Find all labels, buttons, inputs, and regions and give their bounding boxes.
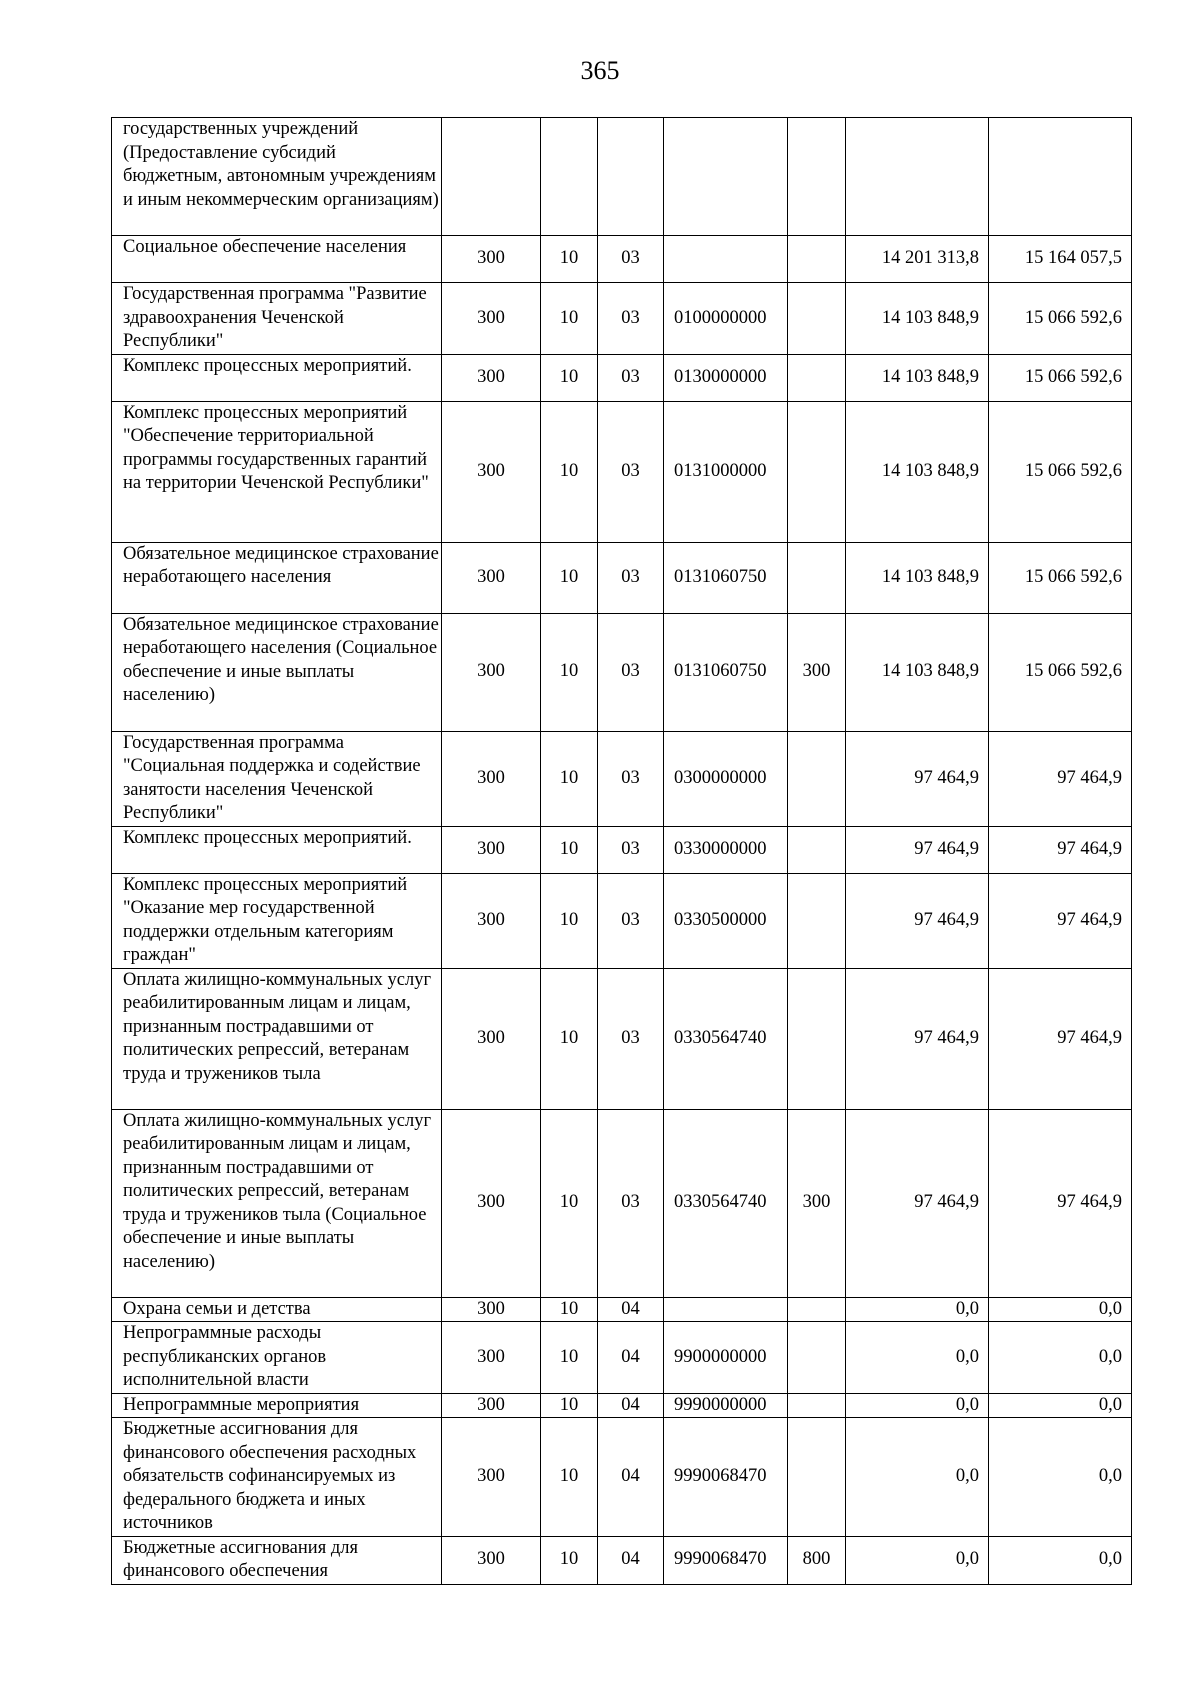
cell-sum-2: 0,0 [989,1393,1132,1418]
cell-sum-2: 97 464,9 [989,873,1132,968]
table-row [112,354,1132,401]
cell-sum-1: 0,0 [846,1418,989,1537]
table-row [112,968,1132,1109]
cell-csr: 0131060750 [664,613,788,731]
cell-sum-2: 0,0 [989,1297,1132,1322]
cell-pr: 03 [598,401,664,542]
cell-name: Охрана семьи и детства [112,1297,442,1322]
cell-ved: 300 [442,1322,541,1394]
cell-vr [788,731,846,826]
cell-sum-1: 0,0 [846,1393,989,1418]
cell-sum-2: 15 066 592,6 [989,613,1132,731]
cell-pr: 03 [598,826,664,873]
cell-vr [788,118,846,236]
table-row [112,1418,1132,1537]
cell-sum-1: 97 464,9 [846,826,989,873]
cell-pr: 03 [598,731,664,826]
cell-rz: 10 [541,1109,598,1297]
cell-ved: 300 [442,236,541,283]
page-number: 365 [580,56,620,85]
cell-sum-1: 0,0 [846,1297,989,1322]
cell-rz: 10 [541,542,598,613]
cell-vr: 800 [788,1536,846,1584]
cell-ved: 300 [442,1418,541,1537]
table-row [112,236,1132,283]
cell-sum-2: 97 464,9 [989,826,1132,873]
cell-pr: 04 [598,1536,664,1584]
cell-csr: 0131000000 [664,401,788,542]
cell-pr: 03 [598,1109,664,1297]
cell-rz: 10 [541,968,598,1109]
cell-sum-2: 15 066 592,6 [989,542,1132,613]
cell-name: Комплекс процессных мероприятий "Обеспечение территориальной программы государственных гарантий на территории Чеченской Республики" [112,401,442,542]
cell-pr: 04 [598,1297,664,1322]
cell-vr [788,826,846,873]
cell-pr: 03 [598,283,664,355]
cell-vr [788,1297,846,1322]
cell-vr: 300 [788,613,846,731]
cell-vr [788,1418,846,1537]
cell-csr: 0100000000 [664,283,788,355]
cell-sum-2: 0,0 [989,1536,1132,1584]
cell-csr: 9900000000 [664,1322,788,1394]
cell-rz: 10 [541,283,598,355]
cell-pr: 03 [598,873,664,968]
cell-pr: 03 [598,354,664,401]
cell-vr [788,968,846,1109]
cell-csr: 0300000000 [664,731,788,826]
cell-name: Обязательное медицинское страхование неработающего населения (Социальное обеспечение и иные выплаты населению) [112,613,442,731]
cell-rz: 10 [541,401,598,542]
cell-sum-1: 14 103 848,9 [846,354,989,401]
cell-name: государственных учреждений (Предоставление субсидий бюджетным, автономным учреждениям и иным некоммерческим организациям) [112,118,442,236]
cell-rz: 10 [541,873,598,968]
cell-name: Бюджетные ассигнования для финансового обеспечения [112,1536,442,1584]
cell-vr [788,1322,846,1394]
cell-name: Комплекс процессных мероприятий "Оказание мер государственной поддержки отдельным категориям граждан" [112,873,442,968]
cell-sum-1: 14 103 848,9 [846,613,989,731]
cell-name: Непрограммные мероприятия [112,1393,442,1418]
table-row [112,1109,1132,1297]
table-row [112,1297,1132,1322]
cell-ved: 300 [442,401,541,542]
cell-ved: 300 [442,1109,541,1297]
cell-sum-2: 0,0 [989,1322,1132,1394]
cell-ved: 300 [442,873,541,968]
cell-vr [788,236,846,283]
cell-name: Государственная программа "Социальная поддержка и содействие занятости населения Чеченской Республики" [112,731,442,826]
cell-sum-2: 15 164 057,5 [989,236,1132,283]
cell-vr [788,542,846,613]
cell-sum-2 [989,118,1132,236]
cell-csr: 0130000000 [664,354,788,401]
cell-name: Государственная программа "Развитие здравоохранения Чеченской Республики" [112,283,442,355]
cell-sum-2: 0,0 [989,1418,1132,1537]
cell-vr: 300 [788,1109,846,1297]
cell-rz: 10 [541,1322,598,1394]
cell-name: Оплата жилищно-коммунальных услуг реабилитированным лицам и лицам, признанным пострадавшими от политических репрессий, ветеранам труда и тружеников тыла [112,968,442,1109]
cell-rz: 10 [541,1393,598,1418]
table-row [112,283,1132,355]
cell-sum-1: 97 464,9 [846,1109,989,1297]
cell-sum-1 [846,118,989,236]
cell-vr [788,401,846,542]
cell-name: Бюджетные ассигнования для финансового обеспечения расходных обязательств софинансируемых из федерального бюджета и иных источников [112,1418,442,1537]
cell-sum-1: 97 464,9 [846,731,989,826]
cell-sum-1: 14 103 848,9 [846,401,989,542]
cell-name: Обязательное медицинское страхование неработающего населения [112,542,442,613]
cell-csr: 0131060750 [664,542,788,613]
cell-ved: 300 [442,826,541,873]
cell-rz: 10 [541,613,598,731]
table-row [112,826,1132,873]
cell-ved: 300 [442,731,541,826]
table-row [112,731,1132,826]
cell-csr [664,236,788,283]
cell-ved: 300 [442,968,541,1109]
cell-name: Оплата жилищно-коммунальных услуг реабилитированным лицам и лицам, признанным пострадавшими от политических репрессий, ветеранам труда и тружеников тыла (Социальное обеспечение и иные выплаты населению) [112,1109,442,1297]
cell-name: Комплекс процессных мероприятий. [112,826,442,873]
cell-csr: 0330500000 [664,873,788,968]
budget-table [111,117,1132,1585]
table-row [112,1536,1132,1584]
cell-rz: 10 [541,236,598,283]
cell-csr: 0330000000 [664,826,788,873]
cell-ved: 300 [442,542,541,613]
cell-name: Комплекс процессных мероприятий. [112,354,442,401]
cell-vr [788,1393,846,1418]
table-row [112,1393,1132,1418]
cell-pr: 04 [598,1418,664,1537]
cell-sum-2: 97 464,9 [989,1109,1132,1297]
cell-sum-1: 0,0 [846,1536,989,1584]
cell-csr: 9990000000 [664,1393,788,1418]
cell-pr [598,118,664,236]
cell-sum-2: 15 066 592,6 [989,354,1132,401]
cell-ved: 300 [442,283,541,355]
cell-ved: 300 [442,1393,541,1418]
cell-csr [664,1297,788,1322]
cell-rz: 10 [541,1536,598,1584]
cell-csr: 0330564740 [664,1109,788,1297]
cell-pr: 03 [598,236,664,283]
cell-csr: 0330564740 [664,968,788,1109]
cell-rz: 10 [541,1297,598,1322]
cell-sum-2: 15 066 592,6 [989,401,1132,542]
cell-vr [788,873,846,968]
table-row [112,542,1132,613]
cell-sum-1: 14 201 313,8 [846,236,989,283]
table-row [112,873,1132,968]
cell-vr [788,283,846,355]
cell-rz [541,118,598,236]
cell-pr: 04 [598,1322,664,1394]
cell-sum-1: 14 103 848,9 [846,283,989,355]
cell-ved: 300 [442,1536,541,1584]
cell-rz: 10 [541,1418,598,1537]
cell-sum-2: 97 464,9 [989,731,1132,826]
table-row [112,1322,1132,1394]
cell-sum-1: 14 103 848,9 [846,542,989,613]
budget-table-body [112,118,1132,1585]
table-row [112,401,1132,542]
cell-sum-1: 97 464,9 [846,968,989,1109]
cell-ved: 300 [442,354,541,401]
cell-sum-2: 97 464,9 [989,968,1132,1109]
cell-rz: 10 [541,826,598,873]
cell-vr [788,354,846,401]
cell-pr: 03 [598,968,664,1109]
cell-pr: 03 [598,542,664,613]
cell-sum-2: 15 066 592,6 [989,283,1132,355]
cell-csr [664,118,788,236]
cell-ved: 300 [442,1297,541,1322]
cell-pr: 04 [598,1393,664,1418]
cell-sum-1: 0,0 [846,1322,989,1394]
cell-ved [442,118,541,236]
cell-pr: 03 [598,613,664,731]
cell-name: Непрограммные расходы республиканских органов исполнительной власти [112,1322,442,1394]
cell-name: Социальное обеспечение населения [112,236,442,283]
cell-rz: 10 [541,731,598,826]
cell-rz: 10 [541,354,598,401]
cell-csr: 9990068470 [664,1536,788,1584]
cell-sum-1: 97 464,9 [846,873,989,968]
cell-ved: 300 [442,613,541,731]
table-row [112,613,1132,731]
table-row [112,118,1132,236]
cell-csr: 9990068470 [664,1418,788,1537]
